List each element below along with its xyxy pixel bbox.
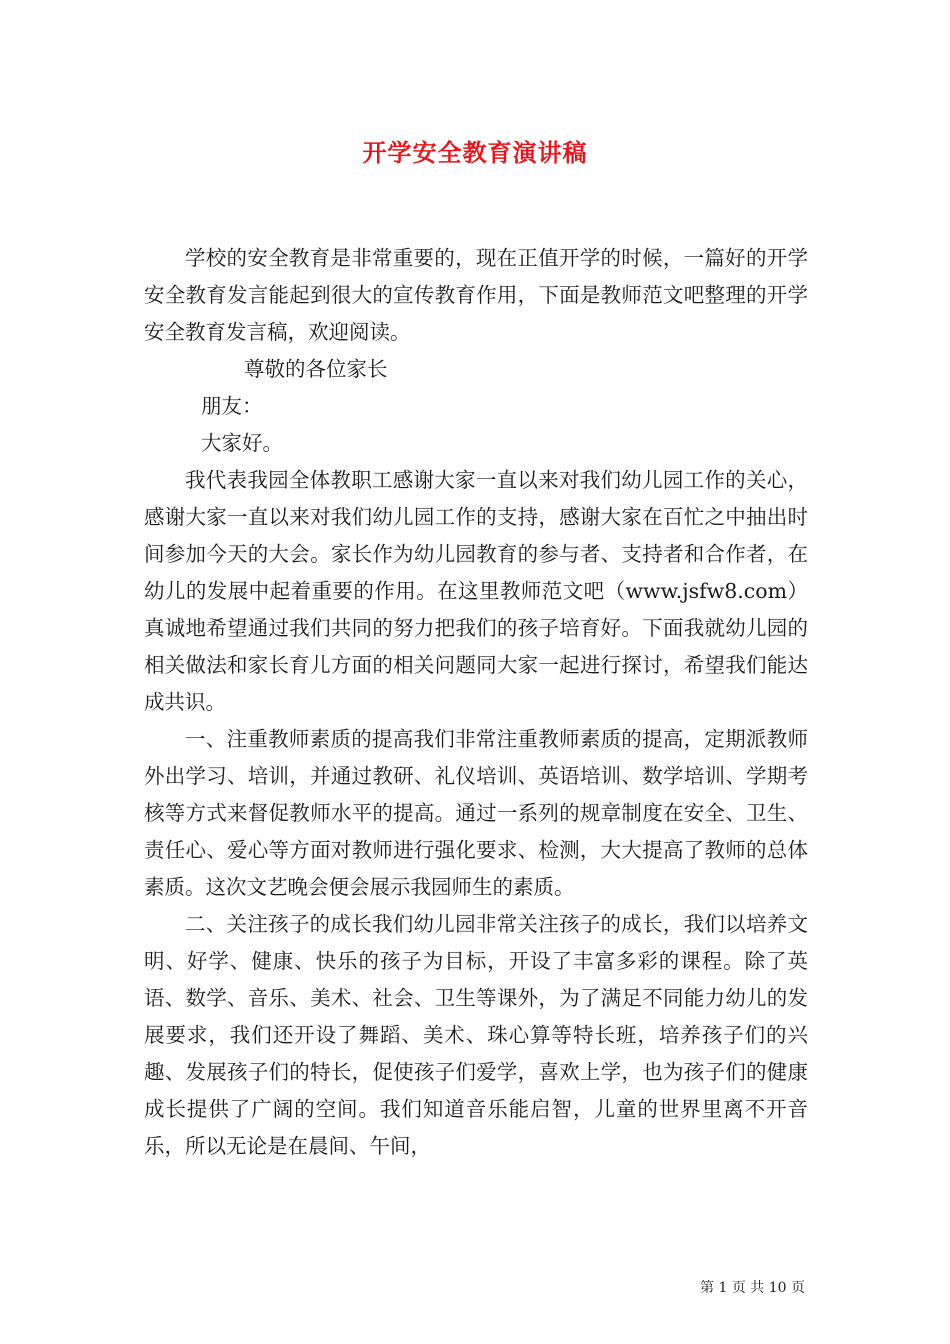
document-title: 开学安全教育演讲稿: [362, 138, 588, 167]
salutation-line: 尊敬的各位家长: [244, 357, 388, 381]
section-one-paragraph: 一、注重教师素质的提高我们非常注重教师素质的提高，定期派教师外出学习、培训，并通过教研、礼仪培训、英语培训、数学培训、学期考核等方式来督促教师水平的提高。通过一系列的规章制度在安全、卫生、责任心、爱心等方面对教师进行强化要求、检测，大大提高了教师的总体素质。这次文艺晚会便会展示我园师生的素质。: [144, 727, 808, 899]
greeting-line: 大家好。: [201, 431, 283, 455]
page-number-footer: 第 1 页 共 10 页: [700, 1280, 805, 1296]
body-paragraph: 我代表我园全体教职工感谢大家一直以来对我们幼儿园工作的关心，感谢大家一直以来对我们幼儿园工作的支持，感谢大家在百忙之中抽出时间参加今天的大会。家长作为幼儿园教育的参与者、支持者和合作者，在幼儿的发展中起着重要的作用。在这里教师范文吧（www.jsfw8.com）真诚地希望通过我们共同的努力把我们的孩子培育好。下面我就幼儿园的相关做法和家长育儿方面的相关问题同大家一起进行探讨，希望我们能达成共识。: [144, 468, 808, 714]
salutation-friends: 朋友：: [201, 394, 263, 418]
intro-paragraph: 学校的安全教育是非常重要的，现在正值开学的时候，一篇好的开学安全教育发言能起到很大的宣传教育作用，下面是教师范文吧整理的开学安全教育发言稿，欢迎阅读。: [144, 246, 808, 344]
section-two-paragraph: 二、关注孩子的成长我们幼儿园非常关注孩子的成长，我们以培养文明、好学、健康、快乐的孩子为目标，开设了丰富多彩的课程。除了英语、数学、音乐、美术、社会、卫生等课外，为了满足不同能力幼儿的发展要求，我们还开设了舞蹈、美术、珠心算等特长班，培养孩子们的兴趣、发展孩子们的特长，促使孩子们爱学，喜欢上学，也为孩子们的健康成长提供了广阔的空间。我们知道音乐能启智，儿童的世界里离不开音乐，所以无论是在晨间、午间，: [144, 912, 808, 1158]
document-body: [144, 240, 808, 1165]
